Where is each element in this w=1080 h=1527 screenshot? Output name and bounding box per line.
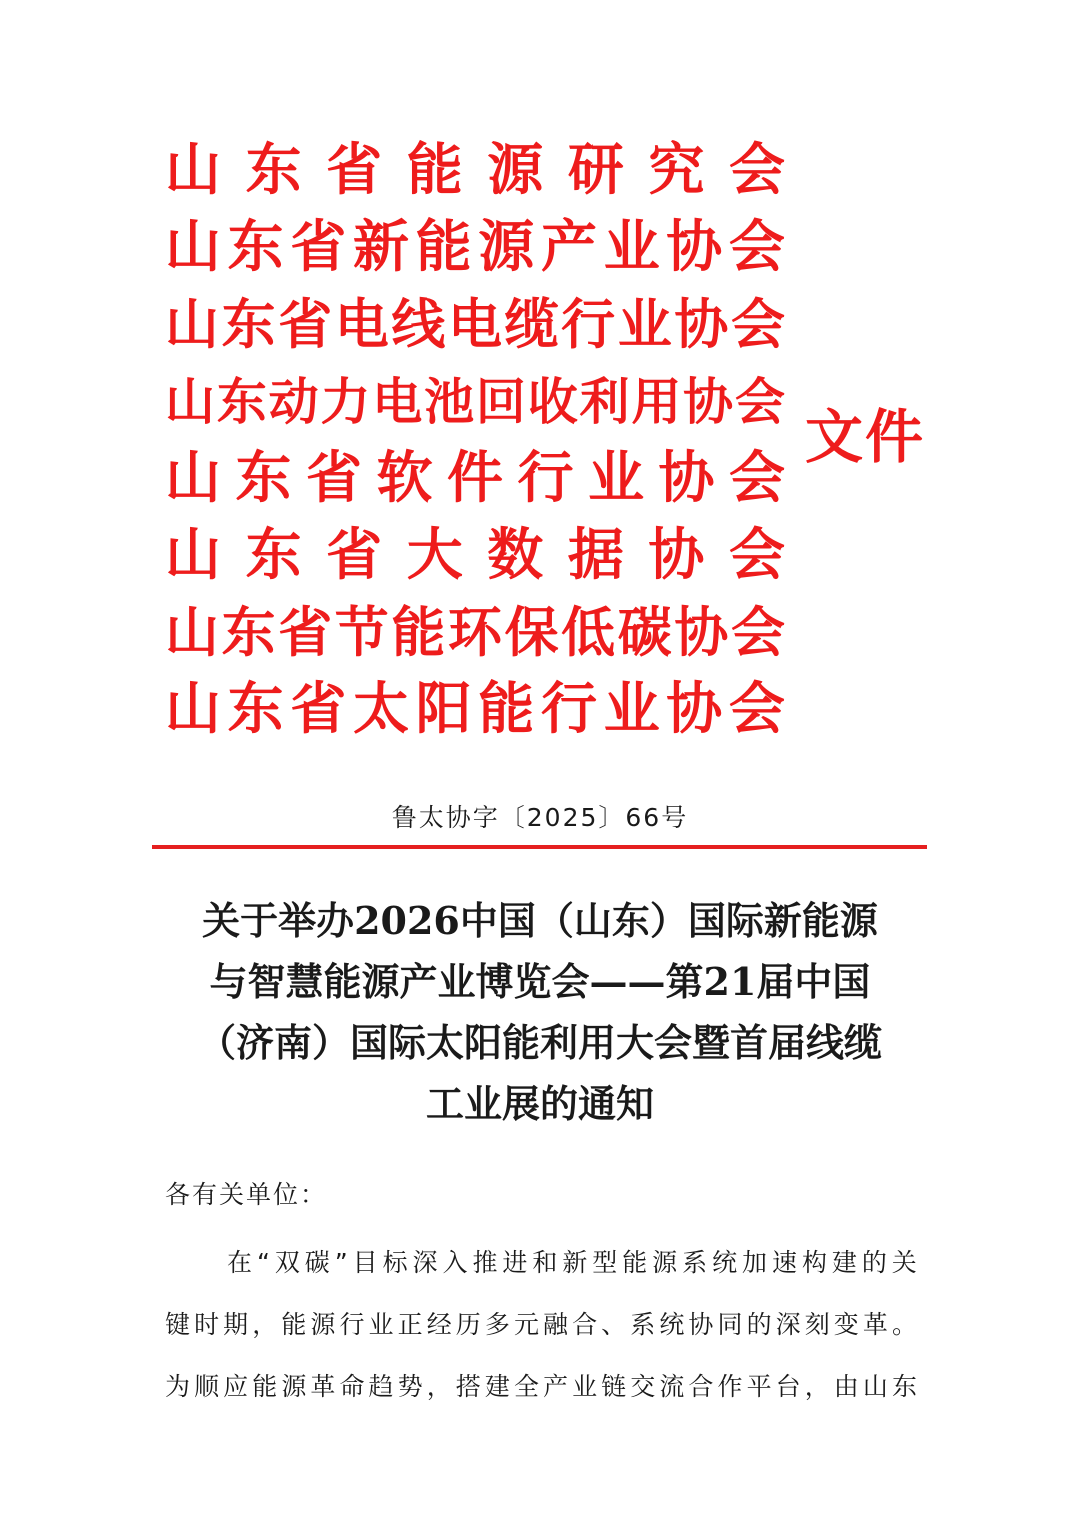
body-char: 建 bbox=[484, 1372, 510, 1401]
organization-char: 山 bbox=[165, 292, 219, 356]
organization-char: 协 bbox=[658, 445, 715, 511]
title-line: 与智慧能源产业博览会——第21届中国 bbox=[209, 959, 871, 1004]
organization-char: 会 bbox=[728, 214, 785, 280]
organization-char: 会 bbox=[728, 137, 785, 203]
body-char: 革 bbox=[862, 1310, 888, 1339]
organization-char: 山 bbox=[165, 214, 221, 280]
body-char: 顺 bbox=[194, 1372, 220, 1401]
organization-char: 源 bbox=[478, 214, 535, 280]
body-char: 在 bbox=[227, 1248, 253, 1277]
body-char: 元 bbox=[513, 1310, 539, 1339]
organization-char: 能 bbox=[391, 600, 446, 664]
body-char: 行 bbox=[339, 1310, 365, 1339]
organization-char: 能 bbox=[406, 137, 463, 203]
organization-char: 业 bbox=[603, 214, 660, 280]
body-char: 链 bbox=[601, 1372, 627, 1401]
organization-char: 协 bbox=[666, 676, 723, 742]
organization-char: 省 bbox=[306, 445, 362, 511]
body-char: 山 bbox=[862, 1372, 888, 1401]
body-char: 产 bbox=[543, 1372, 569, 1401]
organization-name bbox=[165, 594, 785, 671]
organization-char: 会 bbox=[728, 522, 785, 588]
organization-char: 行 bbox=[540, 676, 597, 742]
body-char: 深 bbox=[412, 1248, 438, 1277]
body-char: 由 bbox=[833, 1372, 859, 1401]
notice-title bbox=[150, 890, 930, 1134]
organization-char: 低 bbox=[561, 600, 616, 664]
body-char: “ bbox=[256, 1248, 270, 1277]
organization-char: 数 bbox=[487, 522, 544, 588]
body-char: 和 bbox=[532, 1248, 558, 1277]
body-char: 势 bbox=[397, 1372, 423, 1401]
organization-char: 会 bbox=[730, 600, 785, 664]
organization-char: 山 bbox=[165, 676, 221, 742]
body-char: 合 bbox=[688, 1372, 714, 1401]
organization-char: 产 bbox=[540, 214, 597, 280]
organization-char: 回 bbox=[475, 372, 526, 431]
organization-name bbox=[165, 440, 785, 517]
organization-char: 东 bbox=[221, 600, 276, 664]
body-char: 能 bbox=[252, 1372, 278, 1401]
organization-char: 电 bbox=[447, 292, 502, 356]
salutation: 各有关单位： bbox=[165, 1180, 328, 1209]
body-char: 源 bbox=[281, 1372, 307, 1401]
organization-char: 力 bbox=[320, 372, 371, 431]
body-char: 台 bbox=[775, 1372, 801, 1401]
body-char: 合 bbox=[572, 1310, 598, 1339]
body-char: 能 bbox=[622, 1248, 648, 1277]
organization-char: 省 bbox=[326, 137, 383, 203]
organization-char: 协 bbox=[666, 214, 723, 280]
organization-char: 件 bbox=[447, 445, 503, 511]
body-char: 平 bbox=[746, 1372, 772, 1401]
body-line bbox=[165, 1356, 917, 1418]
organization-char: 协 bbox=[674, 292, 729, 356]
organization-char: 协 bbox=[648, 522, 705, 588]
body-char: 作 bbox=[717, 1372, 743, 1401]
organization-char: 会 bbox=[730, 292, 785, 356]
organization-name bbox=[165, 363, 785, 440]
organization-char: 东 bbox=[216, 372, 267, 431]
organization-name bbox=[165, 671, 785, 748]
body-char: 新 bbox=[562, 1248, 588, 1277]
organization-char: 山 bbox=[165, 600, 219, 664]
body-char: 标 bbox=[382, 1248, 408, 1277]
body-char: 构 bbox=[801, 1248, 827, 1277]
title-line: 工业展的通知 bbox=[425, 1081, 654, 1126]
title-line: 关于举办2026中国（山东）国际新能源 bbox=[202, 898, 878, 943]
body-char: 革 bbox=[310, 1372, 336, 1401]
organization-char: 行 bbox=[517, 445, 574, 511]
body-char: ” bbox=[334, 1248, 348, 1277]
body-char: 系 bbox=[682, 1248, 708, 1277]
organization-char: 研 bbox=[567, 137, 624, 203]
body-char: 目 bbox=[352, 1248, 378, 1277]
organization-char: 东 bbox=[221, 292, 276, 356]
organization-char: 大 bbox=[406, 522, 463, 588]
organization-char: 会 bbox=[728, 676, 785, 742]
organization-char: 省 bbox=[290, 214, 347, 280]
body-char: 同 bbox=[717, 1310, 743, 1339]
body-char: 经 bbox=[426, 1310, 452, 1339]
body-char: 东 bbox=[891, 1372, 917, 1401]
issuing-organizations bbox=[165, 132, 785, 748]
organization-char: 会 bbox=[734, 372, 785, 431]
body-char: 应 bbox=[223, 1372, 249, 1401]
organization-name bbox=[165, 286, 785, 363]
body-char: 协 bbox=[688, 1310, 714, 1339]
body-char: 。 bbox=[891, 1310, 917, 1339]
organization-name bbox=[165, 209, 785, 286]
body-paragraph bbox=[165, 1232, 917, 1418]
body-char: 加 bbox=[742, 1248, 768, 1277]
body-char: 全 bbox=[513, 1372, 539, 1401]
organization-char: 业 bbox=[617, 292, 672, 356]
document-type-label: 文件 bbox=[805, 403, 926, 471]
organization-char: 行 bbox=[561, 292, 616, 356]
body-char: 键 bbox=[165, 1310, 191, 1339]
body-char: 融 bbox=[543, 1310, 569, 1339]
organization-char: 用 bbox=[631, 372, 682, 431]
body-char: ， bbox=[426, 1372, 452, 1401]
organization-char: 池 bbox=[424, 372, 475, 431]
body-char: 业 bbox=[368, 1310, 394, 1339]
body-char: ， bbox=[804, 1372, 830, 1401]
organization-char: 阳 bbox=[415, 676, 472, 742]
body-char: 入 bbox=[442, 1248, 468, 1277]
body-char: 搭 bbox=[455, 1372, 481, 1401]
body-char: 速 bbox=[771, 1248, 797, 1277]
organization-char: 究 bbox=[648, 137, 705, 203]
organization-char: 软 bbox=[376, 445, 433, 511]
organization-char: 山 bbox=[165, 372, 215, 431]
organization-char: 收 bbox=[527, 372, 578, 431]
organization-char: 缆 bbox=[504, 292, 559, 356]
organization-char: 省 bbox=[290, 676, 347, 742]
body-char: 刻 bbox=[804, 1310, 830, 1339]
body-char: 能 bbox=[281, 1310, 307, 1339]
organization-char: 能 bbox=[415, 214, 472, 280]
body-char: 多 bbox=[484, 1310, 510, 1339]
organization-char: 动 bbox=[268, 372, 319, 431]
body-char: ， bbox=[252, 1310, 278, 1339]
title-line: （济南）国际太阳能利用大会暨首届线缆 bbox=[197, 1020, 882, 1065]
body-line bbox=[165, 1232, 917, 1294]
body-line bbox=[165, 1294, 917, 1356]
organization-char: 新 bbox=[352, 214, 409, 280]
body-char: 推 bbox=[472, 1248, 498, 1277]
organization-char: 山 bbox=[165, 137, 221, 203]
organization-char: 业 bbox=[588, 445, 644, 511]
body-char: 进 bbox=[502, 1248, 528, 1277]
organization-char: 电 bbox=[372, 372, 423, 431]
body-char: 流 bbox=[659, 1372, 685, 1401]
organization-char: 东 bbox=[235, 445, 292, 511]
body-char: 系 bbox=[630, 1310, 656, 1339]
body-char: 双 bbox=[274, 1248, 300, 1277]
body-char: 、 bbox=[601, 1310, 627, 1339]
organization-char: 节 bbox=[334, 600, 389, 664]
body-char: 关 bbox=[891, 1248, 917, 1277]
organization-char: 电 bbox=[334, 292, 389, 356]
body-char: 命 bbox=[339, 1372, 365, 1401]
organization-char: 业 bbox=[603, 676, 660, 742]
body-char: 正 bbox=[397, 1310, 423, 1339]
organization-char: 能 bbox=[478, 676, 535, 742]
organization-char: 据 bbox=[567, 522, 624, 588]
body-char: 建 bbox=[831, 1248, 857, 1277]
organization-char: 山 bbox=[165, 445, 221, 511]
organization-char: 省 bbox=[278, 292, 333, 356]
organization-char: 协 bbox=[674, 600, 729, 664]
body-char: 统 bbox=[712, 1248, 738, 1277]
body-char: 为 bbox=[165, 1372, 191, 1401]
body-char: 统 bbox=[659, 1310, 685, 1339]
body-char: 期 bbox=[223, 1310, 249, 1339]
organization-char: 会 bbox=[729, 445, 785, 511]
organization-char: 碳 bbox=[617, 600, 672, 664]
organization-char: 保 bbox=[504, 600, 559, 664]
organization-char: 源 bbox=[487, 137, 544, 203]
organization-char: 山 bbox=[165, 522, 221, 588]
organization-char: 东 bbox=[227, 214, 284, 280]
body-char: 碳 bbox=[304, 1248, 330, 1277]
body-char: 源 bbox=[310, 1310, 336, 1339]
organization-char: 利 bbox=[579, 372, 630, 431]
body-char: 业 bbox=[572, 1372, 598, 1401]
organization-name bbox=[165, 132, 785, 209]
organization-char: 省 bbox=[278, 600, 333, 664]
organization-char: 环 bbox=[447, 600, 502, 664]
body-char: 的 bbox=[861, 1248, 887, 1277]
body-char: 的 bbox=[746, 1310, 772, 1339]
document-number: 鲁太协字〔2025〕66号 bbox=[391, 803, 689, 832]
organization-char: 东 bbox=[245, 137, 302, 203]
body-char: 深 bbox=[775, 1310, 801, 1339]
red-divider bbox=[152, 845, 927, 849]
organization-char: 东 bbox=[245, 522, 302, 588]
organization-name bbox=[165, 517, 785, 594]
body-char: 历 bbox=[455, 1310, 481, 1339]
body-char: 时 bbox=[194, 1310, 220, 1339]
body-char: 源 bbox=[652, 1248, 678, 1277]
organization-char: 线 bbox=[391, 292, 446, 356]
organization-char: 协 bbox=[683, 372, 734, 431]
body-char: 变 bbox=[833, 1310, 859, 1339]
organization-char: 太 bbox=[352, 676, 409, 742]
body-char: 趋 bbox=[368, 1372, 394, 1401]
body-char: 型 bbox=[592, 1248, 618, 1277]
organization-char: 东 bbox=[227, 676, 284, 742]
body-char: 交 bbox=[630, 1372, 656, 1401]
organization-char: 省 bbox=[326, 522, 383, 588]
